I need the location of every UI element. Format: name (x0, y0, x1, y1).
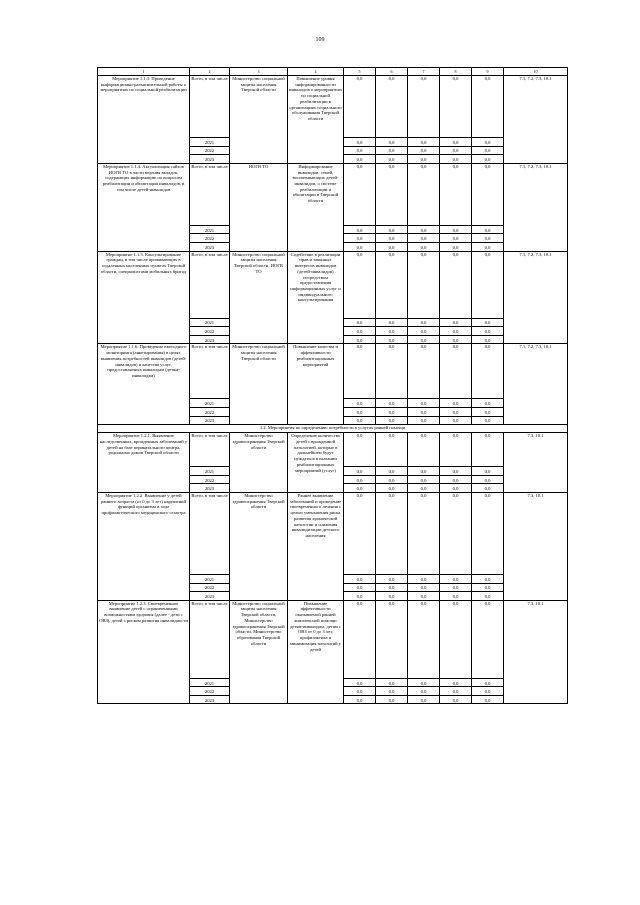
value-cell: 0,0 (408, 234, 440, 243)
period-total: Всего, в том числе (190, 492, 230, 574)
year-label: 2022 (190, 687, 230, 696)
value-cell: 0,0 (344, 600, 376, 678)
measure-row (98, 344, 568, 399)
year-label: 2023 (190, 592, 230, 601)
value-cell: 0,0 (472, 416, 504, 425)
measure-row (98, 76, 568, 138)
period-total: Всего, в том числе (190, 600, 230, 678)
value-cell: 0,0 (408, 225, 440, 234)
page-number: 109 (315, 37, 325, 43)
period-total: Всего, в том числе (190, 433, 230, 467)
value-cell: 0,0 (472, 76, 504, 138)
value-cell: 0,0 (408, 678, 440, 687)
value-cell: 0,0 (376, 146, 408, 155)
value-cell: 0,0 (376, 234, 408, 243)
value-cell: 0,0 (472, 592, 504, 601)
value-cell: 0,0 (472, 138, 504, 147)
value-cell: 0,0 (408, 574, 440, 583)
value-cell: 0,0 (376, 433, 408, 467)
header-cell: 5 (344, 68, 376, 76)
value-cell: 0,0 (472, 407, 504, 416)
header-cell: 1 (98, 68, 190, 76)
value-cell: 0,0 (408, 416, 440, 425)
value-cell: 0,0 (376, 416, 408, 425)
value-cell: 0,0 (440, 155, 472, 164)
section-title: 1.2. Мероприятия по определению потребности в услугах ранней помощи (98, 425, 568, 433)
value-cell: 0,0 (440, 695, 472, 704)
header-cell: 6 (376, 68, 408, 76)
year-label: 2021 (190, 678, 230, 687)
value-cell: 0,0 (408, 327, 440, 336)
value-cell: 0,0 (472, 467, 504, 476)
expected-result: Повышение эффективности оказываемой ранней комплексной помощи детям-инвалидам, детям с ОВЗ от 0 до 3 лет, профилактика и минимизация патологий у детей (288, 600, 344, 704)
value-cell: 0,0 (408, 583, 440, 592)
executor: Министерство социальной защиты населения Тверской области, Министерство здравоохранения Тверской области, Министерство образования Тверской области (230, 600, 288, 704)
value-cell: 0,0 (344, 146, 376, 155)
value-cell: 0,0 (472, 318, 504, 327)
value-cell: 0,0 (408, 163, 440, 225)
measure-name: Мероприятие 1.1.5. Консультирование граждан, в том числе проживающих в отдаленных населенных пунктах Тверской области, специалистами мобильных бригад (98, 251, 190, 344)
value-cell: 0,0 (344, 467, 376, 476)
value-cell: 0,0 (440, 678, 472, 687)
year-label: 2023 (190, 155, 230, 164)
table-body (98, 68, 568, 704)
measure-row (98, 433, 568, 467)
executor: Министерство здравоохранения Тверской области (230, 433, 288, 493)
year-label: 2021 (190, 225, 230, 234)
value-cell: 0,0 (440, 475, 472, 484)
value-cell: 0,0 (472, 163, 504, 225)
value-cell: 0,0 (472, 678, 504, 687)
value-cell: 0,0 (344, 327, 376, 336)
measure-name: Мероприятие 1.1.3. Проведение информационно-разъяснительной работы о мероприятиях по социальной реабилитации (98, 76, 190, 164)
value-cell: 0,0 (440, 416, 472, 425)
value-cell: 0,0 (344, 251, 376, 318)
value-cell: 0,0 (376, 335, 408, 344)
indicator-refs: 7.1, 7.2, 7.3, 10.1 (504, 344, 568, 425)
value-cell: 0,0 (440, 467, 472, 476)
value-cell: 0,0 (408, 467, 440, 476)
period-total: Всего, в том числе (190, 344, 230, 399)
value-cell: 0,0 (376, 327, 408, 336)
value-cell: 0,0 (472, 492, 504, 574)
value-cell: 0,0 (376, 76, 408, 138)
indicator-refs: 7.1, 7.2, 7.3, 10.1 (504, 251, 568, 344)
value-cell: 0,0 (344, 416, 376, 425)
measure-name: Мероприятие 1.1.4. Актуализация сайтов ИОГВ ТО в части ведения вкладок, содержащих информацию по вопросам реабилитации и абилитации инвалидов, в том числе детей-инвалидов (98, 163, 190, 251)
expected-result: Повышение качества и эффективности реабилитационных мероприятий (288, 344, 344, 425)
value-cell: 0,0 (440, 433, 472, 467)
year-label: 2022 (190, 583, 230, 592)
value-cell: 0,0 (408, 475, 440, 484)
value-cell: 0,0 (408, 76, 440, 138)
value-cell: 0,0 (344, 583, 376, 592)
value-cell: 0,0 (344, 687, 376, 696)
expected-result: Информирование инвалидов, семей, воспитывающих детей-инвалидов, о системе реабилитации и абилитации в Тверской области (288, 163, 344, 251)
value-cell: 0,0 (408, 399, 440, 408)
year-label: 2021 (190, 318, 230, 327)
value-cell: 0,0 (344, 484, 376, 493)
value-cell: 0,0 (376, 492, 408, 574)
value-cell: 0,0 (440, 687, 472, 696)
value-cell: 0,0 (344, 318, 376, 327)
value-cell: 0,0 (376, 225, 408, 234)
header-cell: 3 (230, 68, 288, 76)
value-cell: 0,0 (440, 225, 472, 234)
year-label: 2021 (190, 399, 230, 408)
year-label: 2022 (190, 327, 230, 336)
value-cell: 0,0 (344, 76, 376, 138)
value-cell: 0,0 (376, 242, 408, 251)
value-cell: 0,0 (344, 592, 376, 601)
section-row (98, 425, 568, 433)
value-cell: 0,0 (344, 492, 376, 574)
value-cell: 0,0 (440, 318, 472, 327)
header-cell: 10 (504, 68, 568, 76)
value-cell: 0,0 (408, 600, 440, 678)
value-cell: 0,0 (440, 146, 472, 155)
value-cell: 0,0 (472, 242, 504, 251)
measure-name: Мероприятие 1.1.6. Проведение ежегодного мониторинга (анкетирования) в целях выявления потребностей инвалидов (детей-инвалидов) и качества услуг, предоставляемых инвалидам (детям-инвалидам) (98, 344, 190, 425)
expected-result: Повышение уровня информированности инвалидов о мероприятиях по социальной реабилитации в организациях социального обслуживания Тверской области (288, 76, 344, 164)
indicator-refs: 7.3, 10.1 (504, 600, 568, 704)
period-total: Всего, в том числе (190, 163, 230, 225)
value-cell: 0,0 (344, 234, 376, 243)
value-cell: 0,0 (376, 155, 408, 164)
value-cell: 0,0 (344, 475, 376, 484)
executor: Министерство социальной защиты населения Тверской области (230, 76, 288, 164)
value-cell: 0,0 (472, 251, 504, 318)
value-cell: 0,0 (376, 344, 408, 399)
indicator-refs: 7.1, 7.2, 7.3, 10.1 (504, 163, 568, 251)
value-cell: 0,0 (408, 138, 440, 147)
value-cell: 0,0 (440, 242, 472, 251)
value-cell: 0,0 (376, 163, 408, 225)
value-cell: 0,0 (472, 225, 504, 234)
value-cell: 0,0 (344, 242, 376, 251)
header-row (98, 68, 568, 76)
year-label: 2023 (190, 416, 230, 425)
measure-row (98, 492, 568, 574)
indicator-refs: 7.3, 10.1 (504, 433, 568, 493)
value-cell: 0,0 (440, 138, 472, 147)
value-cell: 0,0 (408, 344, 440, 399)
value-cell: 0,0 (408, 433, 440, 467)
measure-row (98, 163, 568, 225)
value-cell: 0,0 (472, 574, 504, 583)
year-label: 2021 (190, 467, 230, 476)
period-total: Всего, в том числе (190, 76, 230, 138)
year-label: 2023 (190, 242, 230, 251)
value-cell: 0,0 (344, 138, 376, 147)
measure-row (98, 600, 568, 678)
value-cell: 0,0 (440, 583, 472, 592)
value-cell: 0,0 (376, 484, 408, 493)
header-cell: 8 (440, 68, 472, 76)
value-cell: 0,0 (408, 318, 440, 327)
value-cell: 0,0 (344, 163, 376, 225)
measure-name: Мероприятие 1.2.2. Выявление у детей раннего возраста (от 0 до 3 лет) нарушений функций организма в ходе профилактического медицинского осмотра (98, 492, 190, 600)
value-cell: 0,0 (440, 574, 472, 583)
executor: Министерство социальной защиты населения Тверской области (230, 344, 288, 425)
value-cell: 0,0 (408, 592, 440, 601)
value-cell: 0,0 (408, 492, 440, 574)
value-cell: 0,0 (440, 344, 472, 399)
value-cell: 0,0 (472, 155, 504, 164)
value-cell: 0,0 (376, 475, 408, 484)
value-cell: 0,0 (472, 433, 504, 467)
value-cell: 0,0 (376, 318, 408, 327)
value-cell: 0,0 (376, 592, 408, 601)
value-cell: 0,0 (344, 678, 376, 687)
value-cell: 0,0 (344, 225, 376, 234)
value-cell: 0,0 (440, 492, 472, 574)
year-label: 2023 (190, 484, 230, 493)
year-label: 2022 (190, 234, 230, 243)
value-cell: 0,0 (376, 583, 408, 592)
expected-result: Определение количества детей с врожденной патологией, которые в дальнейшем будут нуждаться в оказании реабилитационных мероприятий (услуг) (288, 433, 344, 493)
value-cell: 0,0 (408, 335, 440, 344)
value-cell: 0,0 (440, 407, 472, 416)
year-label: 2021 (190, 138, 230, 147)
header-cell: 7 (408, 68, 440, 76)
value-cell: 0,0 (344, 695, 376, 704)
value-cell: 0,0 (376, 687, 408, 696)
measure-name: Мероприятие 1.2.3. Своевременное выявление детей с ограниченными возможностями здоровья (далее - дети с ОВЗ), детей с риском развития инвалидности (98, 600, 190, 704)
year-label: 2022 (190, 407, 230, 416)
indicator-refs: 7.1, 7.2, 7.3, 10.1 (504, 76, 568, 164)
executor: Министерство социальной защиты населения Тверской области, ИОГВ ТО (230, 251, 288, 344)
value-cell: 0,0 (472, 344, 504, 399)
year-label: 2023 (190, 335, 230, 344)
value-cell: 0,0 (440, 251, 472, 318)
value-cell: 0,0 (344, 399, 376, 408)
value-cell: 0,0 (408, 407, 440, 416)
value-cell: 0,0 (376, 399, 408, 408)
value-cell: 0,0 (376, 695, 408, 704)
value-cell: 0,0 (376, 407, 408, 416)
year-label: 2022 (190, 146, 230, 155)
value-cell: 0,0 (376, 467, 408, 476)
year-label: 2021 (190, 574, 230, 583)
value-cell: 0,0 (472, 327, 504, 336)
value-cell: 0,0 (376, 574, 408, 583)
value-cell: 0,0 (472, 234, 504, 243)
value-cell: 0,0 (408, 687, 440, 696)
value-cell: 0,0 (440, 327, 472, 336)
indicator-refs: 7.3, 10.1 (504, 492, 568, 600)
value-cell: 0,0 (472, 695, 504, 704)
value-cell: 0,0 (440, 335, 472, 344)
value-cell: 0,0 (440, 234, 472, 243)
expected-result: Раннее выявление заболеваний и проведение своевременного лечения с целью уменьшения риска развития хронической патологии и снижения инвалидизации детского населения (288, 492, 344, 600)
value-cell: 0,0 (440, 592, 472, 601)
value-cell: 0,0 (344, 335, 376, 344)
year-label: 2023 (190, 695, 230, 704)
year-label: 2022 (190, 475, 230, 484)
value-cell: 0,0 (408, 146, 440, 155)
executor: Министерство здравоохранения Тверской области (230, 492, 288, 600)
value-cell: 0,0 (440, 399, 472, 408)
value-cell: 0,0 (472, 600, 504, 678)
value-cell: 0,0 (344, 344, 376, 399)
value-cell: 0,0 (472, 583, 504, 592)
value-cell: 0,0 (472, 687, 504, 696)
value-cell: 0,0 (344, 407, 376, 416)
value-cell: 0,0 (408, 242, 440, 251)
value-cell: 0,0 (344, 574, 376, 583)
value-cell: 0,0 (472, 399, 504, 408)
value-cell: 0,0 (472, 475, 504, 484)
value-cell: 0,0 (440, 484, 472, 493)
measure-row (98, 251, 568, 318)
value-cell: 0,0 (344, 433, 376, 467)
header-cell: 4 (288, 68, 344, 76)
value-cell: 0,0 (472, 146, 504, 155)
value-cell: 0,0 (440, 76, 472, 138)
value-cell: 0,0 (472, 335, 504, 344)
period-total: Всего, в том числе (190, 251, 230, 318)
measures-table (97, 67, 568, 704)
value-cell: 0,0 (408, 155, 440, 164)
value-cell: 0,0 (376, 600, 408, 678)
value-cell: 0,0 (440, 600, 472, 678)
executor: ИОГВ ТО (230, 163, 288, 251)
value-cell: 0,0 (344, 155, 376, 164)
header-cell: 2 (190, 68, 230, 76)
value-cell: 0,0 (376, 251, 408, 318)
value-cell: 0,0 (440, 163, 472, 225)
value-cell: 0,0 (376, 138, 408, 147)
expected-result: Содействие в реализации прав и законных интересов инвалидов (детей-инвалидов) посредством предоставления информационных услуг и индивидуального консультирования (288, 251, 344, 344)
value-cell: 0,0 (408, 484, 440, 493)
measure-name: Мероприятие 1.2.1. Выявление наследственных, врожденных заболеваний у детей на базе перинатального центра, родильных домов Тверской области (98, 433, 190, 493)
value-cell: 0,0 (472, 484, 504, 493)
value-cell: 0,0 (408, 695, 440, 704)
value-cell: 0,0 (376, 678, 408, 687)
value-cell: 0,0 (408, 251, 440, 318)
header-cell: 9 (472, 68, 504, 76)
